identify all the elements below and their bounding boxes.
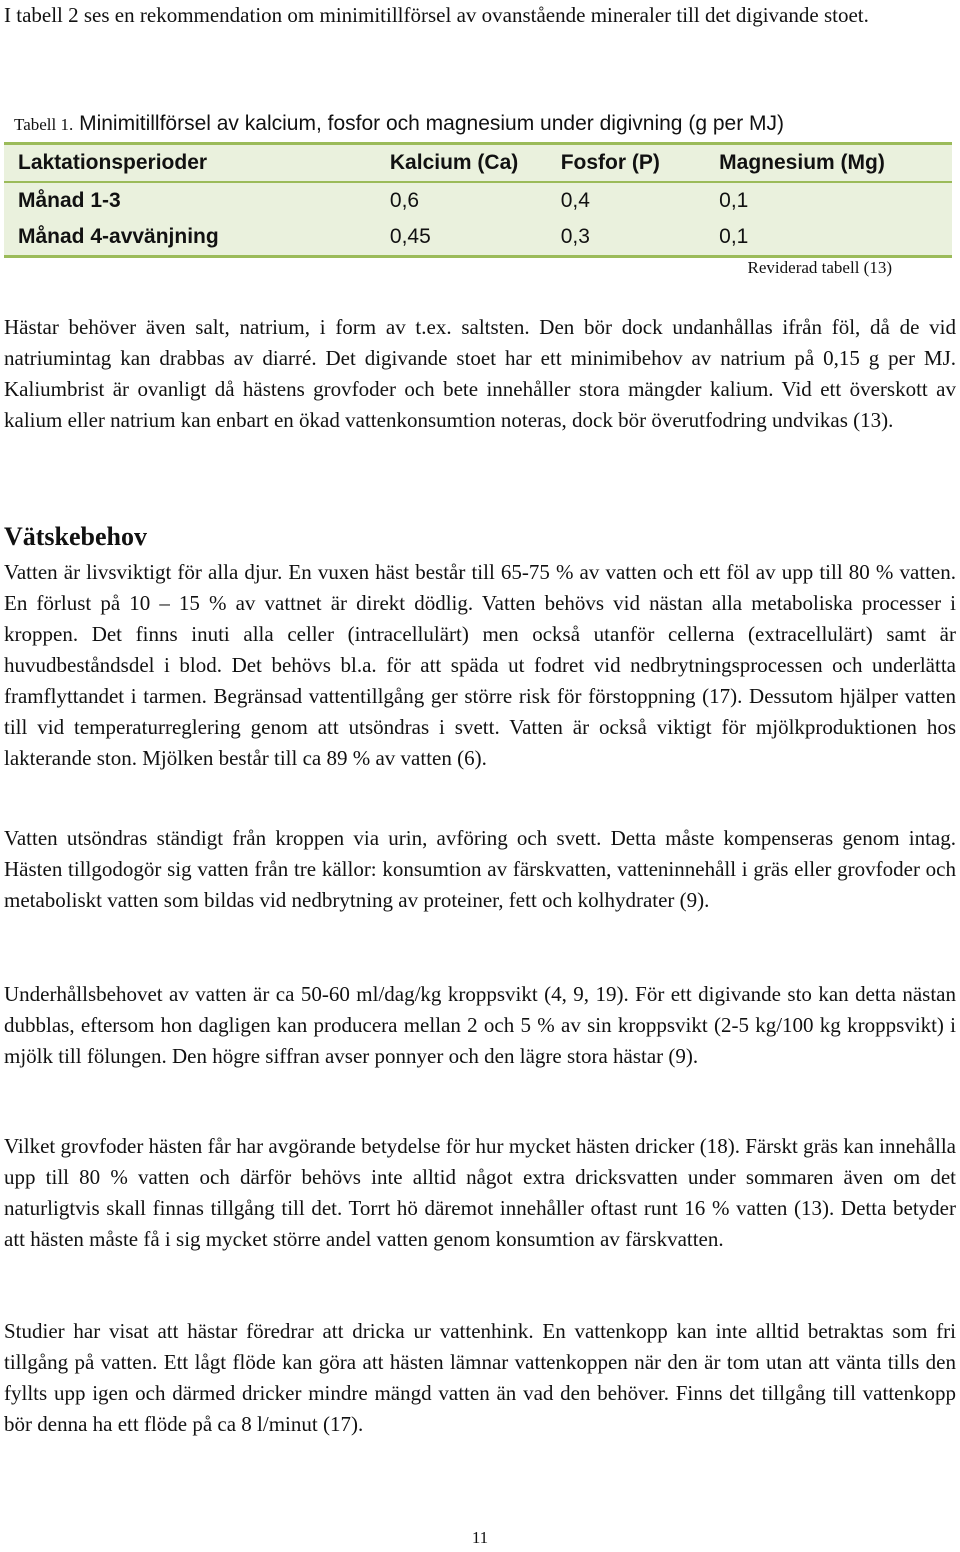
table-source-note: Reviderad tabell (13) <box>747 258 892 277</box>
table-cell: Månad 1-3 <box>4 182 376 219</box>
section-heading: Vätskebehov <box>4 522 148 551</box>
table-cell: 0,1 <box>705 182 952 219</box>
table-cell: 0,3 <box>547 219 705 257</box>
table-header-cell: Magnesium (Mg) <box>705 145 952 182</box>
table-cell: 0,4 <box>547 182 705 219</box>
table-caption-label: Tabell 1. <box>14 115 74 134</box>
body-paragraph: Vatten utsöndras ständigt från kroppen via urin, avföring och svett. Detta måste kompenseras genom intag. Hästen tillgodogör sig vatten från tre källor: konsumtion av färskvatten, vatteninnehåll i gräs eller grovfoder och metaboliskt vatten som bildas vid nedbrytning av proteiner, fett och kolhydrater (9). <box>4 826 956 912</box>
table-cell: 0,1 <box>705 219 952 257</box>
table-header-cell: Laktationsperioder <box>4 145 376 182</box>
table-cell: 0,45 <box>376 219 547 257</box>
table-cell: Månad 4-avvänjning <box>4 219 376 257</box>
table-grid <box>4 145 952 258</box>
table-header-row <box>4 145 952 182</box>
salt-paragraph: Hästar behöver även salt, natrium, i form av t.ex. saltsten. Den bör dock undanhållas ifrån föl, då de vid natriumintag kan drabbas av diarré. Det digivande stoet har ett minimibehov av natrium på 0,15 g per MJ. Kaliumbrist är ovanligt då hästens grovfoder och bete innehåller stora mängder kalium. Vid ett överskott av kalium eller natrium kan enbart en ökad vattenkonsumtion noteras, dock bör överutfodring undvikas (13). <box>4 315 956 432</box>
body-paragraph: Vatten är livsviktigt för alla djur. En vuxen häst består till 65-75 % av vatten och ett föl av upp till 80 % vatten. En förlust på 10 – 15 % av vattnet är direkt dödlig. Vatten behövs vid nästan alla metaboliska processer i kroppen. Det finns inuti alla celler (intracellulärt) men också utanför cellerna (extracellulärt) samt är huvudbeståndsdel i blod. Det behövs bl.a. för att späda ut fodret vid nedbrytningsprocessen och underlätta framflyttandet i tarmen. Begränsad vattentillgång ger större risk för förstoppning (17). Dessutom hjälper vatten till vid temperaturreglering genom att utsöndras i svett. Vatten är också viktigt för mjölkproduktionen hos lakterande ston. Mjölken består till ca 89 % av vatten (6). <box>4 560 956 770</box>
mineral-table <box>4 106 952 258</box>
body-paragraph: Vilket grovfoder hästen får har avgörande betydelse för hur mycket hästen dricker (18). Färskt gräs kan innehålla upp till 80 % vatten och därför behövs inte alltid något extra dricksvatten under sommaren även om det naturligtvis skall finnas tillgång till det. Torrt hö däremot innehåller oftast runt 16 % vatten (13). Detta betyder att hästen måste få i sig mycket större andel vatten genom konsumtion av färskvatten. <box>4 1134 956 1251</box>
body-paragraph: Studier har visat att hästar föredrar att dricka ur vattenhink. En vattenkopp kan inte alltid betraktas som fri tillgång på vatten. Ett lågt flöde kan göra att hästen lämnar vattenkoppen när den är tom utan att vänta tills den fyllts upp igen och därmed dricker mindre mängd vatten än vad den behöver. Finns det tillgång till vattenkopp bör denna ha ett flöde på ca 8 l/minut (17). <box>4 1319 956 1436</box>
table-row <box>4 182 952 219</box>
table-header-cell: Kalcium (Ca) <box>376 145 547 182</box>
table-header-cell: Fosfor (P) <box>547 145 705 182</box>
table-caption <box>4 106 952 145</box>
intro-paragraph: I tabell 2 ses en rekommendation om minimitillförsel av ovanstående mineraler till det digivande stoet. <box>4 3 869 27</box>
page-number: 11 <box>471 1528 489 1547</box>
table-caption-text: Minimitillförsel av kalcium, fosfor och magnesium under digivning (g per MJ) <box>79 112 785 135</box>
body-paragraph: Underhållsbehovet av vatten är ca 50-60 ml/dag/kg kroppsvikt (4, 9, 19). För ett digivande sto kan detta nästan dubblas, eftersom hon dagligen kan producera mellan 2 och 5 % av sin kroppsvikt (2-5 kg/100 kg kroppsvikt) i mjölk till fölungen. Den högre siffran avser ponnyer och den lägre stora hästar (9). <box>4 982 956 1068</box>
table-cell: 0,6 <box>376 182 547 219</box>
table-row <box>4 219 952 257</box>
